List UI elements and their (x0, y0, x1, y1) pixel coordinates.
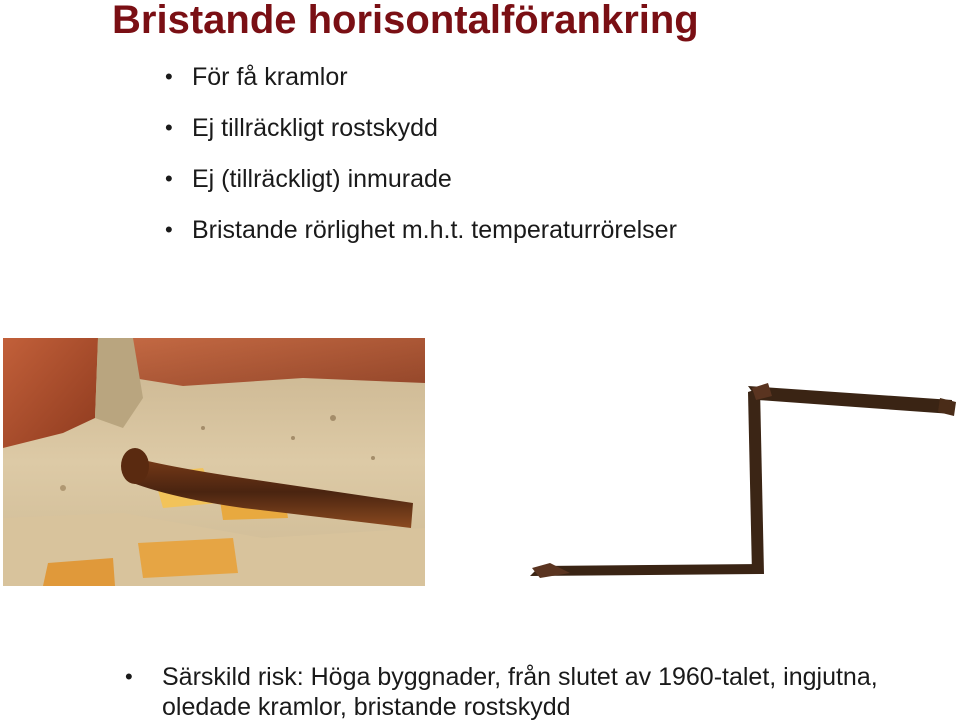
slide-title: Bristande horisontalförankring (112, 0, 699, 42)
bullet-item: • Ej tillräckligt rostskydd (165, 115, 677, 141)
bullet-list (165, 64, 677, 268)
bullet-icon: • (125, 664, 133, 689)
risk-note-text: Särskild risk: Höga byggnader, från slutet av 1960-talet, ingjutna, oledade kramlor, bristande rostskydd (162, 663, 878, 721)
bullet-item: • Ej (tillräckligt) inmurade (165, 166, 677, 192)
bullet-item: • För få kramlor (165, 64, 677, 90)
rusted-tie-photo (520, 378, 960, 598)
bullet-item: • Bristande rörlighet m.h.t. temperaturrörelser (165, 217, 677, 243)
masonry-rust-photo (3, 338, 425, 586)
